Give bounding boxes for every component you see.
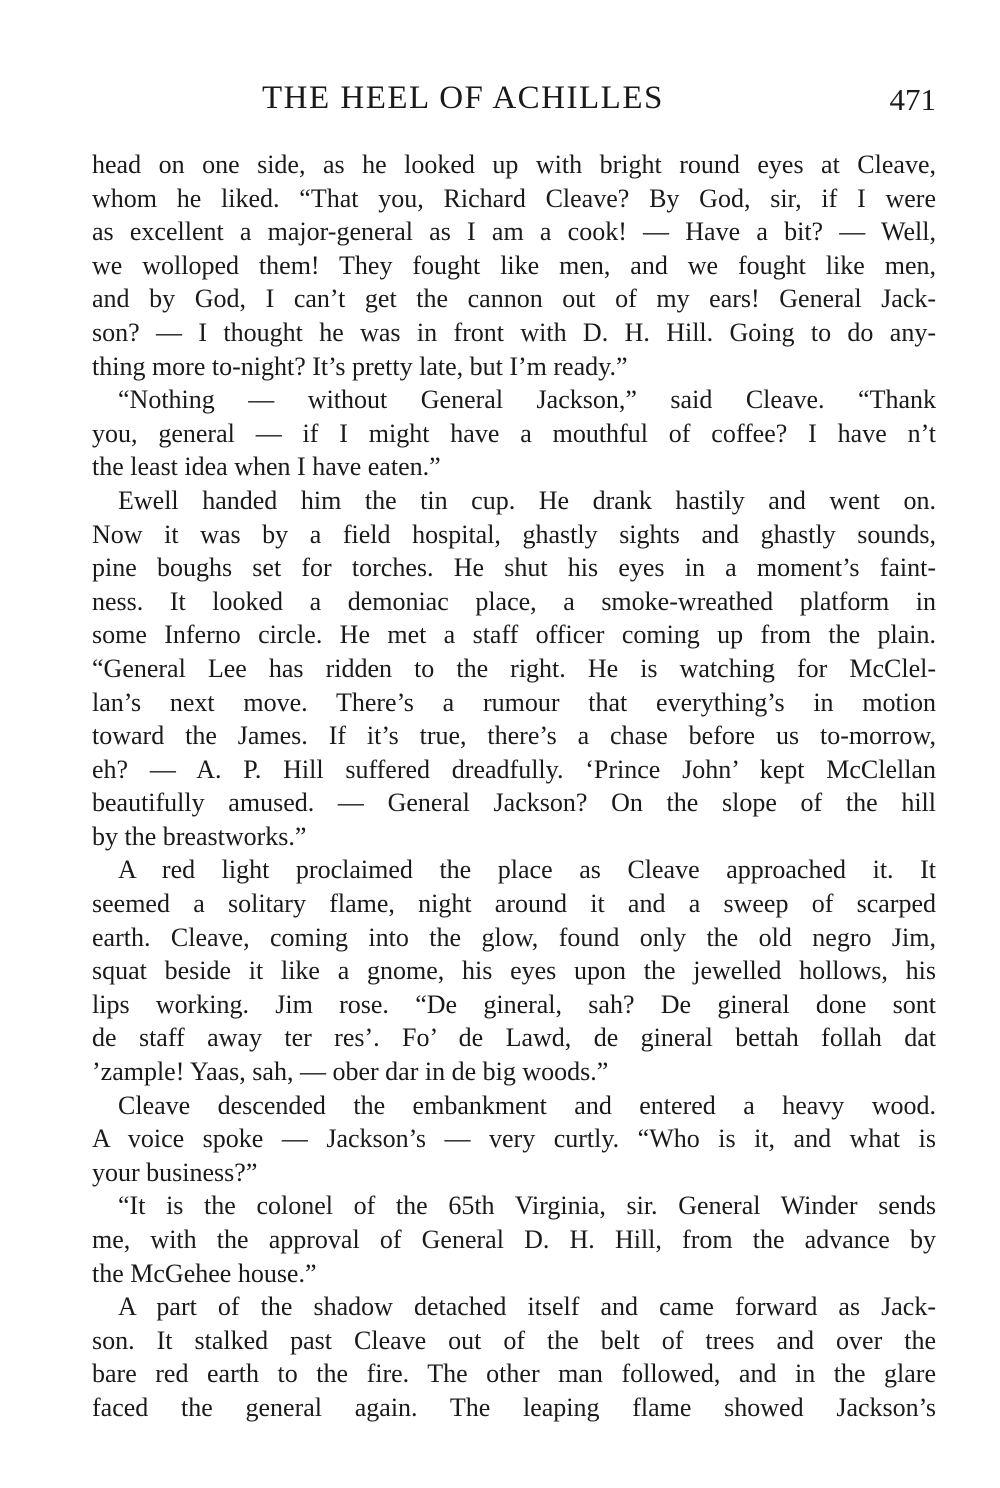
text-line: whom he liked. “That you, Richard Cleave? By God, sir, if I were	[92, 183, 936, 213]
text-line: A voice spoke — Jackson’s — very curtly. “Who is it, and what is	[92, 1124, 936, 1154]
paragraph-1	[92, 148, 936, 383]
text-line: you, general — if I might have a mouthful of coffee? I have n’t	[92, 418, 936, 448]
text-line: ness. It looked a demoniac place, a smoke-wreathed platform in	[92, 586, 936, 616]
text-line: by the breastworks.”	[92, 821, 307, 851]
text-line: ’zample! Yaas, sah, — ober dar in de big woods.”	[92, 1057, 609, 1087]
text-line: seemed a solitary flame, night around it and a sweep of scarped	[92, 889, 936, 919]
text-line: pine boughs set for torches. He shut his eyes in a moment’s faint-	[92, 553, 936, 583]
paragraph-7	[92, 1290, 936, 1424]
text-line: bare red earth to the fire. The other man followed, and in the glare	[92, 1359, 936, 1389]
text-line: de staff away ter res’. Fo’ de Lawd, de gineral bettah follah dat	[92, 1023, 936, 1053]
text-line: eh? — A. P. Hill suffered dreadfully. ‘Prince John’ kept McClellan	[92, 754, 936, 784]
text-line: me, with the approval of General D. H. Hill, from the advance by	[92, 1225, 936, 1254]
text-line: “General Lee has ridden to the right. He is watching for McClel-	[92, 653, 936, 683]
text-line: thing more to-night? It’s pretty late, but I’m ready.”	[92, 351, 628, 381]
running-title: THE HEEL OF ACHILLES	[262, 80, 664, 116]
text-line: son? — I thought he was in front with D. H. Hill. Going to do any-	[92, 317, 936, 347]
text-line: and by God, I can’t get the cannon out of my ears! General Jack-	[92, 284, 936, 314]
paragraph-6	[92, 1189, 936, 1290]
text-line: lan’s next move. There’s a rumour that everything’s in motion	[92, 687, 936, 717]
text-line: the least idea when I have eaten.”	[92, 452, 441, 482]
text-line: some Inferno circle. He met a staff officer coming up from the plain.	[92, 620, 936, 650]
text-line: your business?”	[92, 1157, 258, 1187]
text-line: we wolloped them! They fought like men, and we fought like men,	[92, 250, 936, 280]
text-line: Cleave descended the embankment and entered a heavy wood.	[118, 1090, 936, 1120]
text-line: Now it was by a field hospital, ghastly sights and ghastly sounds,	[92, 519, 936, 549]
paragraph-4	[92, 853, 936, 1088]
text-line: faced the general again. The leaping flame showed Jackson’s	[92, 1392, 936, 1422]
text-line: A part of the shadow detached itself and came forward as Jack-	[118, 1292, 936, 1322]
paragraph-3	[92, 484, 936, 854]
text-line: beautifully amused. — General Jackson? On the slope of the hill	[92, 788, 936, 818]
book-page	[92, 76, 936, 1456]
text-line: the McGehee house.”	[92, 1258, 317, 1288]
text-line: earth. Cleave, coming into the glow, found only the old negro Jim,	[92, 922, 936, 952]
text-line: “It is the colonel of the 65th Virginia, sir. General Winder sends	[118, 1191, 936, 1221]
text-line: head on one side, as he looked up with bright round eyes at Cleave,	[92, 150, 936, 179]
text-line: toward the James. If it’s true, there’s a chase before us to-morrow,	[92, 721, 936, 751]
text-line: as excellent a major-general as I am a cook! — Have a bit? — Well,	[92, 217, 936, 247]
body-text	[92, 148, 936, 1425]
text-line: lips working. Jim rose. “De gineral, sah? De gineral done sont	[92, 989, 936, 1019]
text-line: son. It stalked past Cleave out of the belt of trees and over the	[92, 1325, 936, 1355]
text-line: A red light proclaimed the place as Cleave approached it. It	[118, 855, 936, 885]
paragraph-2	[92, 383, 936, 484]
paragraph-5	[92, 1089, 936, 1190]
running-head	[92, 76, 936, 124]
page-number: 471	[889, 82, 936, 117]
text-line: “Nothing — without General Jackson,” said Cleave. “Thank	[118, 385, 936, 415]
text-line: Ewell handed him the tin cup. He drank hastily and went on.	[118, 485, 936, 515]
text-line: squat beside it like a gnome, his eyes upon the jewelled hollows, his	[92, 956, 936, 986]
